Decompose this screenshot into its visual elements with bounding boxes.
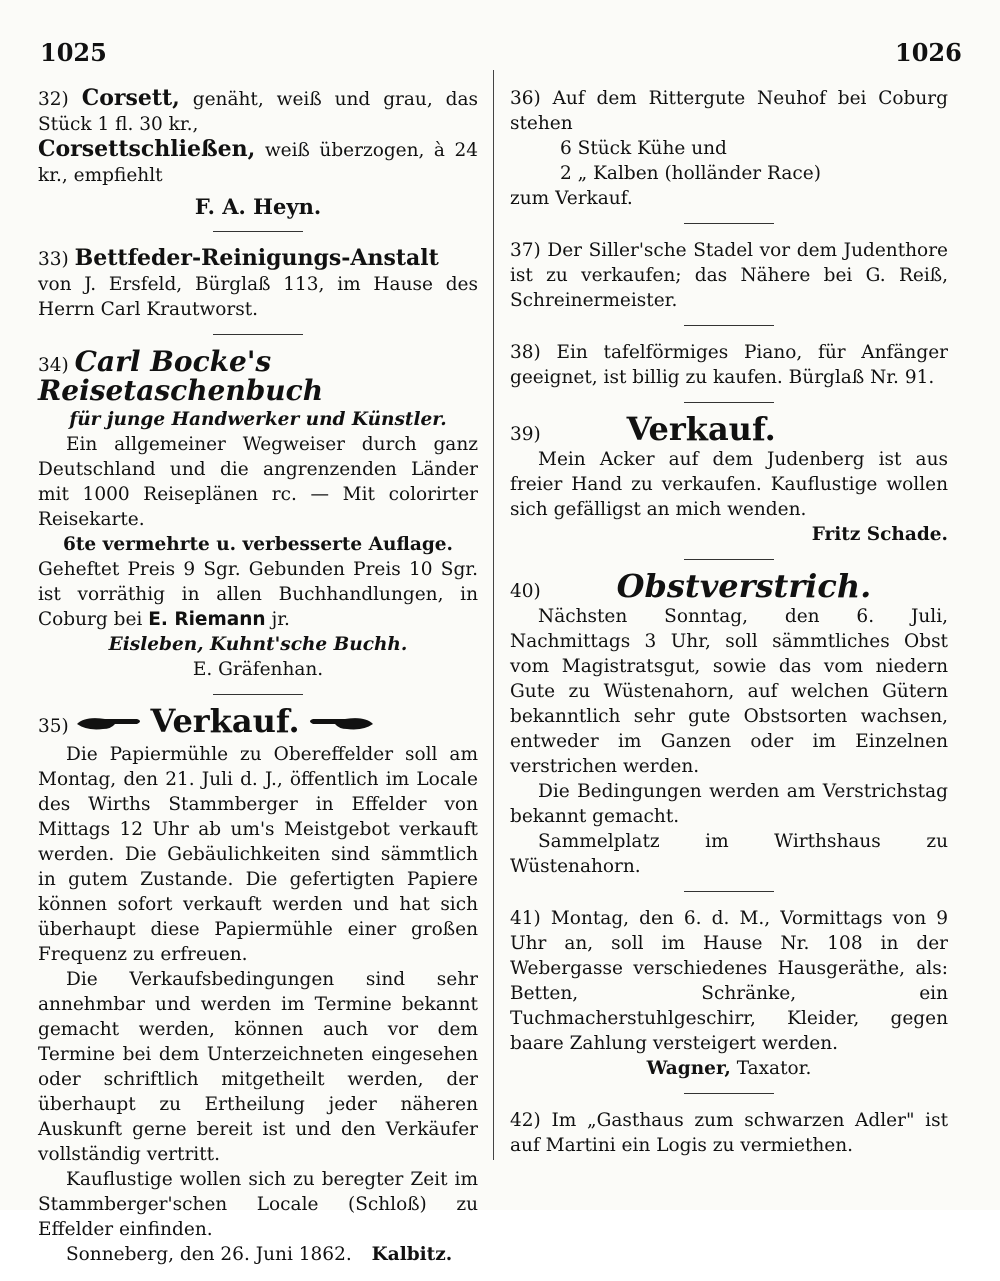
ad-number: 35) — [38, 716, 69, 737]
ad-signer-role: Taxator. — [736, 1058, 812, 1079]
ad-number: 40) — [510, 581, 541, 602]
ad-title: Carl Bocke's Reisetaschenbuch — [38, 345, 324, 407]
ad-edition: 6te vermehrte u. verbesserte Auflage. — [63, 534, 453, 555]
separator-rule — [213, 231, 303, 232]
ad-signer: Kalbitz. — [371, 1243, 453, 1265]
ad-number: 36) — [510, 88, 541, 109]
ad-signer: Fritz Schade. — [811, 524, 948, 545]
ad-number: 41) — [510, 908, 541, 929]
separator-rule — [684, 891, 774, 892]
ad-number: 42) — [510, 1110, 541, 1131]
ad-number: 33) — [38, 249, 69, 270]
ad-place-date: Sonneberg, den 26. Juni 1862. — [66, 1243, 352, 1265]
ad-number: 37) — [510, 240, 541, 261]
ad-paragraph: Sammelplatz im Wirthshaus zu Wüstenahorn. — [510, 831, 948, 877]
ad-32 — [38, 86, 478, 232]
ad-item: Corsettschließen, — [38, 136, 256, 162]
ad-publisher: Eisleben, Kuhnt'sche Buchh. — [108, 634, 408, 655]
separator-rule — [684, 559, 774, 560]
ad-number: 39) — [510, 424, 541, 445]
ad-text: Auf dem Rittergute Neuhof bei Coburg stehen — [510, 88, 948, 134]
right-column — [510, 86, 948, 1172]
ad-line: 2 „ Kalben (holländer Race) — [560, 163, 821, 184]
ad-title: Verkauf. — [150, 702, 300, 740]
ad-36 — [510, 86, 948, 224]
ad-41 — [510, 906, 948, 1094]
ad-39 — [510, 410, 948, 560]
ad-title: Verkauf. — [626, 410, 776, 448]
ad-paragraph: Nächsten Sonntag, den 6. Juli, Nachmittags 3 Uhr, soll sämmtliches Obst vom Magistratsgut, sowie das vom niedern Gute zu Wüstenahorn, auf welchen Gütern bekanntlich sehr gute Obstsorten wachsen, entweder im Ganzen oder im Einzelnen verstrichen werden. — [510, 606, 948, 777]
ad-paragraph: Kauflustige wollen sich zu beregter Zeit im Stammberger'schen Locale (Schloß) zu Effelder einfinden. — [38, 1168, 478, 1240]
ad-paragraph: Die Bedingungen werden am Verstrichstag bekannt gemacht. — [510, 781, 948, 827]
ad-text: weiß überzogen, à 24 kr., empfiehlt — [38, 140, 478, 186]
ad-text: Ein allgemeiner Wegweiser durch ganz Deutschland und die angrenzenden Länder mit 1000 Reiseplänen rc. — Mit colorirter Reisekarte. — [38, 434, 478, 530]
ad-number: 34) — [38, 355, 69, 376]
ad-text: von J. Ersfeld, Bürglaß 113, im Hause des Herrn Carl Krautworst. — [38, 274, 478, 320]
ad-title: Bettfeder-Reinigungs-Anstalt — [74, 245, 439, 271]
column-divider — [493, 70, 494, 1160]
ad-paragraph: Die Papiermühle zu Obereffelder soll am Montag, den 21. Juli d. J., öffentlich im Locale des Wirths Stammberger in Effelder von Mittags 12 Uhr ab um's Meistgebot verkauft werden. Die Gebäulichkeiten sind sämmtlich in gutem Zustande. Die gefertigten Papiere können sofort verkauft werden und hat sich überhaupt diese Papiermühle einer großen Frequenz zu erfreuen. — [38, 743, 478, 965]
ad-number: 32) — [38, 89, 69, 110]
ad-item: Corsett, — [81, 85, 180, 111]
ad-40 — [510, 567, 948, 892]
ad-33 — [38, 246, 478, 335]
left-column — [38, 86, 478, 1281]
ad-text: Ein tafelförmiges Piano, für Anfänger geeignet, ist billig zu kaufen. Bürglaß Nr. 91. — [510, 342, 948, 388]
pointing-hand-right-icon — [75, 713, 145, 742]
ad-text: genäht, weiß und grau, das Stück 1 fl. 30 kr., — [38, 89, 478, 135]
ad-38 — [510, 340, 948, 403]
ad-text: zum Verkauf. — [510, 188, 633, 209]
ad-signer: F. A. Heyn. — [194, 194, 322, 219]
separator-rule — [684, 402, 774, 403]
ad-number: 38) — [510, 342, 541, 363]
ad-author: E. Gräfenhan. — [192, 659, 324, 680]
separator-rule — [213, 334, 303, 335]
ad-text: Der Siller'sche Stadel vor dem Judenthore ist zu verkaufen; das Nähere bei G. Reiß, Schreinermeister. — [510, 240, 948, 311]
ad-34 — [38, 345, 478, 695]
ad-signer: Wagner, — [646, 1058, 731, 1079]
pointing-hand-left-icon — [305, 713, 375, 742]
ad-42 — [510, 1108, 948, 1158]
separator-rule — [684, 1093, 774, 1094]
ad-text: Montag, den 6. d. M., Vormittags von 9 Uhr an, soll im Hause Nr. 108 in der Webergasse verschiedenes Hausgeräthe, als: Betten, Schränke, ein Tuchmacherstuhlgeschirr, Kleider, gegen baare Zahlung versteigert werden. — [510, 908, 948, 1054]
separator-rule — [684, 325, 774, 326]
separator-rule — [684, 223, 774, 224]
ad-line: 6 Stück Kühe und — [560, 138, 727, 159]
ad-35 — [38, 702, 478, 1267]
ad-paragraph: Die Verkaufsbedingungen sind sehr annehmbar und werden im Termine bekannt gemacht werden, können auch vor dem Termine bei dem Unterzeichneten eingesehen oder schriftlich mitgetheilt werden, der überhaupt zu Ertheilung jeder näheren Auskunft gerne bereit ist und den Verkäufer vollständig vertritt. — [38, 968, 478, 1165]
ad-text: Mein Acker auf dem Judenberg ist aus freier Hand zu verkaufen. Kauflustige wollen sich gefälligst an mich wenden. — [510, 449, 948, 520]
ad-title: Obstverstrich. — [616, 567, 872, 605]
ad-subtitle: für junge Handwerker und Künstler. — [69, 409, 447, 430]
ad-seller-suffix: jr. — [271, 609, 290, 630]
page-number-left: 1025 — [40, 38, 107, 67]
ad-text: Im „Gasthaus zum schwarzen Adler" ist auf Martini ein Logis zu vermiethen. — [510, 1110, 949, 1156]
page-number-right: 1026 — [895, 38, 962, 67]
separator-rule — [213, 694, 303, 695]
ad-seller: E. Riemann — [148, 609, 266, 630]
ad-37 — [510, 238, 948, 326]
ad-price-text: Geheftet Preis 9 Sgr. Gebunden Preis 10 Sgr. ist vorräthig in allen Buchhandlungen, in Coburg bei — [38, 559, 478, 630]
